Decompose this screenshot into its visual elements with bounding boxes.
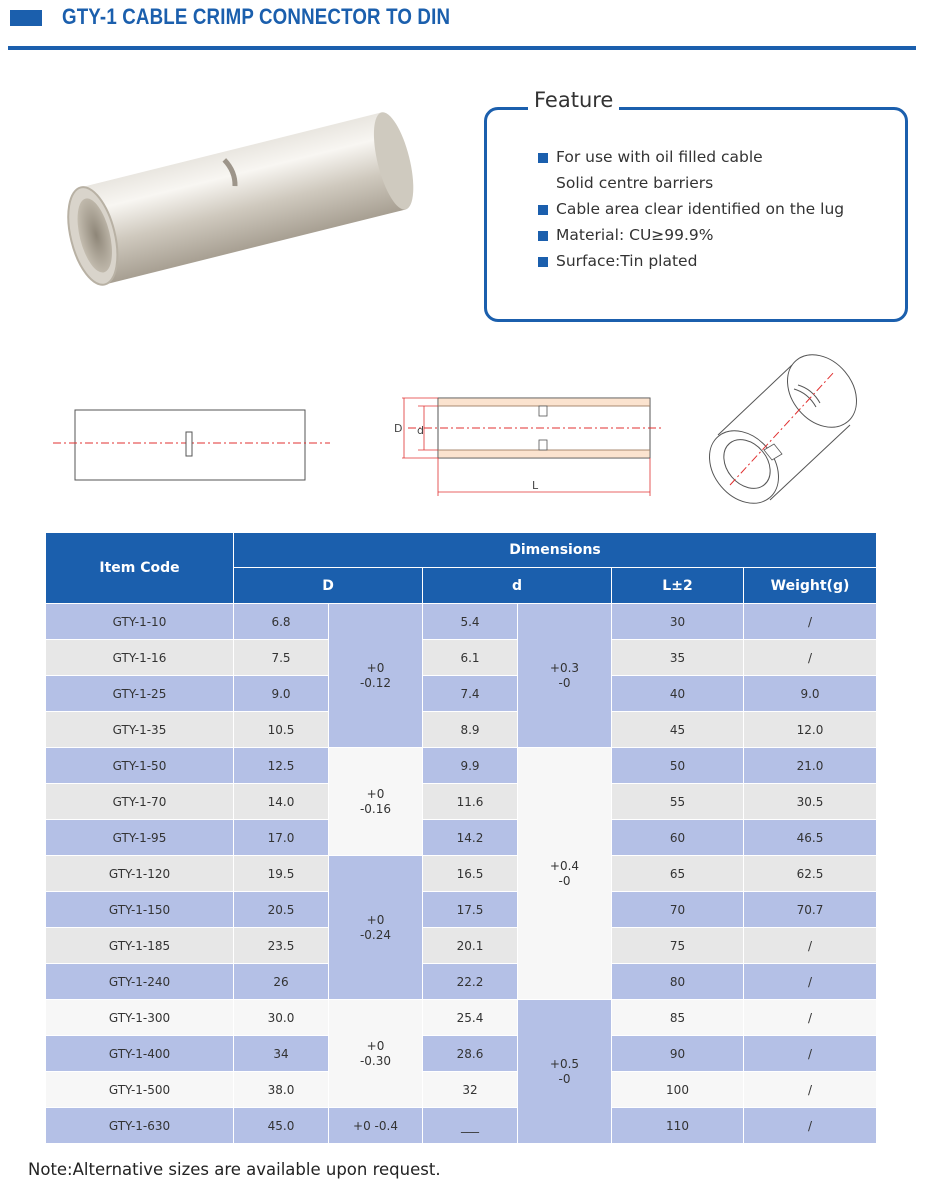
table-row	[46, 964, 877, 1000]
bullet-square-icon	[538, 257, 548, 267]
cell-code: GTY-1-50	[46, 748, 234, 784]
cell-d: 9.9	[423, 748, 518, 784]
table-row	[46, 604, 877, 640]
table-row	[46, 856, 877, 892]
cell-code: GTY-1-70	[46, 784, 234, 820]
cell-D: 10.5	[234, 712, 329, 748]
cell-L: 75	[612, 928, 744, 964]
cell-L: 80	[612, 964, 744, 1000]
product-photo	[40, 85, 460, 325]
cell-weight: /	[744, 964, 877, 1000]
cell-L: 45	[612, 712, 744, 748]
cell-weight: /	[744, 1072, 877, 1108]
cell-L: 70	[612, 892, 744, 928]
cell-d: 14.2	[423, 820, 518, 856]
cell-D: 7.5	[234, 640, 329, 676]
bullet-square-icon	[538, 153, 548, 163]
cell-D: 17.0	[234, 820, 329, 856]
label-d: d	[417, 424, 424, 437]
cell-code: GTY-1-25	[46, 676, 234, 712]
cell-weight: /	[744, 928, 877, 964]
cell-weight: 9.0	[744, 676, 877, 712]
table-row	[46, 712, 877, 748]
cell-d: 17.5	[423, 892, 518, 928]
table-row	[46, 748, 877, 784]
cell-L: 90	[612, 1036, 744, 1072]
feature-item	[538, 146, 898, 172]
table-row	[46, 784, 877, 820]
section-view-diagram	[388, 388, 668, 500]
cell-d: 22.2	[423, 964, 518, 1000]
cell-L: 100	[612, 1072, 744, 1108]
cell-d: 20.1	[423, 928, 518, 964]
cell-L: 65	[612, 856, 744, 892]
cell-D: 38.0	[234, 1072, 329, 1108]
cell-weight: /	[744, 604, 877, 640]
table-row	[46, 1108, 877, 1144]
feature-item	[538, 224, 898, 250]
cell-D: 30.0	[234, 1000, 329, 1036]
cell-d: 28.6	[423, 1036, 518, 1072]
feature-text: Surface:Tin plated	[556, 252, 698, 270]
header-L: L±2	[612, 568, 744, 604]
cell-weight: /	[744, 1108, 877, 1144]
table-row	[46, 1036, 877, 1072]
cell-code: GTY-1-185	[46, 928, 234, 964]
bullet-square-icon	[538, 231, 548, 241]
cell-D: 9.0	[234, 676, 329, 712]
cell-L: 50	[612, 748, 744, 784]
feature-text: For use with oil filled cable	[556, 148, 763, 166]
cell-D-tolerance: +0 -0.4	[329, 1108, 423, 1144]
feature-text: Material: CU≥99.9%	[556, 226, 714, 244]
cell-D: 26	[234, 964, 329, 1000]
cell-d: 16.5	[423, 856, 518, 892]
cell-D-tolerance: +0 -0.16	[329, 748, 423, 856]
cell-code: GTY-1-35	[46, 712, 234, 748]
cell-D-tolerance: +0 -0.30	[329, 1000, 423, 1108]
cell-code: GTY-1-10	[46, 604, 234, 640]
cell-L: 30	[612, 604, 744, 640]
label-L: L	[532, 479, 539, 492]
cell-D: 12.5	[234, 748, 329, 784]
title-underline	[8, 46, 916, 50]
footnote: Note:Alternative sizes are available upon request.	[28, 1160, 441, 1179]
cell-D: 45.0	[234, 1108, 329, 1144]
cell-weight: /	[744, 1000, 877, 1036]
cell-weight: 12.0	[744, 712, 877, 748]
cell-L: 110	[612, 1108, 744, 1144]
cell-code: GTY-1-95	[46, 820, 234, 856]
table-row	[46, 892, 877, 928]
title-bar	[0, 0, 925, 60]
cell-weight: 30.5	[744, 784, 877, 820]
cell-code: GTY-1-500	[46, 1072, 234, 1108]
cell-D: 14.0	[234, 784, 329, 820]
cell-d: 32	[423, 1072, 518, 1108]
cell-D: 34	[234, 1036, 329, 1072]
cell-d-tolerance: +0.5 -0	[518, 1000, 612, 1144]
table-row	[46, 928, 877, 964]
spec-table	[45, 532, 877, 1144]
feature-text: Solid centre barriers	[556, 174, 714, 192]
feature-heading: Feature	[528, 88, 619, 112]
cell-code: GTY-1-150	[46, 892, 234, 928]
cell-D: 20.5	[234, 892, 329, 928]
table-row	[46, 1072, 877, 1108]
cell-code: GTY-1-120	[46, 856, 234, 892]
isometric-view-diagram	[700, 345, 875, 520]
cell-code: GTY-1-240	[46, 964, 234, 1000]
cell-D: 19.5	[234, 856, 329, 892]
title-accent-block	[10, 10, 42, 26]
header-dimensions: Dimensions	[234, 533, 877, 568]
cell-d: 25.4	[423, 1000, 518, 1036]
cell-D: 23.5	[234, 928, 329, 964]
cell-weight: /	[744, 640, 877, 676]
cell-L: 35	[612, 640, 744, 676]
cell-D-tolerance: +0 -0.24	[329, 856, 423, 1000]
cell-code: GTY-1-400	[46, 1036, 234, 1072]
cell-d-tolerance: +0.4 -0	[518, 748, 612, 1000]
feature-text: Cable area clear identified on the lug	[556, 200, 845, 218]
cell-weight: 46.5	[744, 820, 877, 856]
cell-d: 6.1	[423, 640, 518, 676]
cell-d: 11.6	[423, 784, 518, 820]
cell-weight: /	[744, 1036, 877, 1072]
label-D: D	[394, 422, 403, 435]
header-d: d	[423, 568, 612, 604]
cell-code: GTY-1-630	[46, 1108, 234, 1144]
cell-d: 7.4	[423, 676, 518, 712]
table-row	[46, 640, 877, 676]
header-weight: Weight(g)	[744, 568, 877, 604]
cell-weight: 70.7	[744, 892, 877, 928]
cell-L: 40	[612, 676, 744, 712]
cell-L: 60	[612, 820, 744, 856]
cell-code: GTY-1-300	[46, 1000, 234, 1036]
cell-D: 6.8	[234, 604, 329, 640]
header-D: D	[234, 568, 423, 604]
top-view-diagram	[45, 395, 345, 495]
table-row	[46, 1000, 877, 1036]
cell-d-tolerance: +0.3 -0	[518, 604, 612, 748]
feature-item	[538, 172, 898, 198]
cell-weight: 21.0	[744, 748, 877, 784]
table-row	[46, 676, 877, 712]
feature-item	[538, 198, 898, 224]
cell-code: GTY-1-16	[46, 640, 234, 676]
page-title: GTY-1 CABLE CRIMP CONNECTOR TO DIN	[62, 4, 451, 29]
header-item-code: Item Code	[46, 533, 234, 604]
feature-item	[538, 250, 898, 276]
cell-d: 5.4	[423, 604, 518, 640]
cell-D-tolerance: +0 -0.12	[329, 604, 423, 748]
cell-L: 55	[612, 784, 744, 820]
cell-d: ___	[423, 1108, 518, 1144]
cell-L: 85	[612, 1000, 744, 1036]
bullet-square-icon	[538, 205, 548, 215]
feature-list	[538, 146, 898, 276]
table-row	[46, 820, 877, 856]
cell-d: 8.9	[423, 712, 518, 748]
cell-weight: 62.5	[744, 856, 877, 892]
